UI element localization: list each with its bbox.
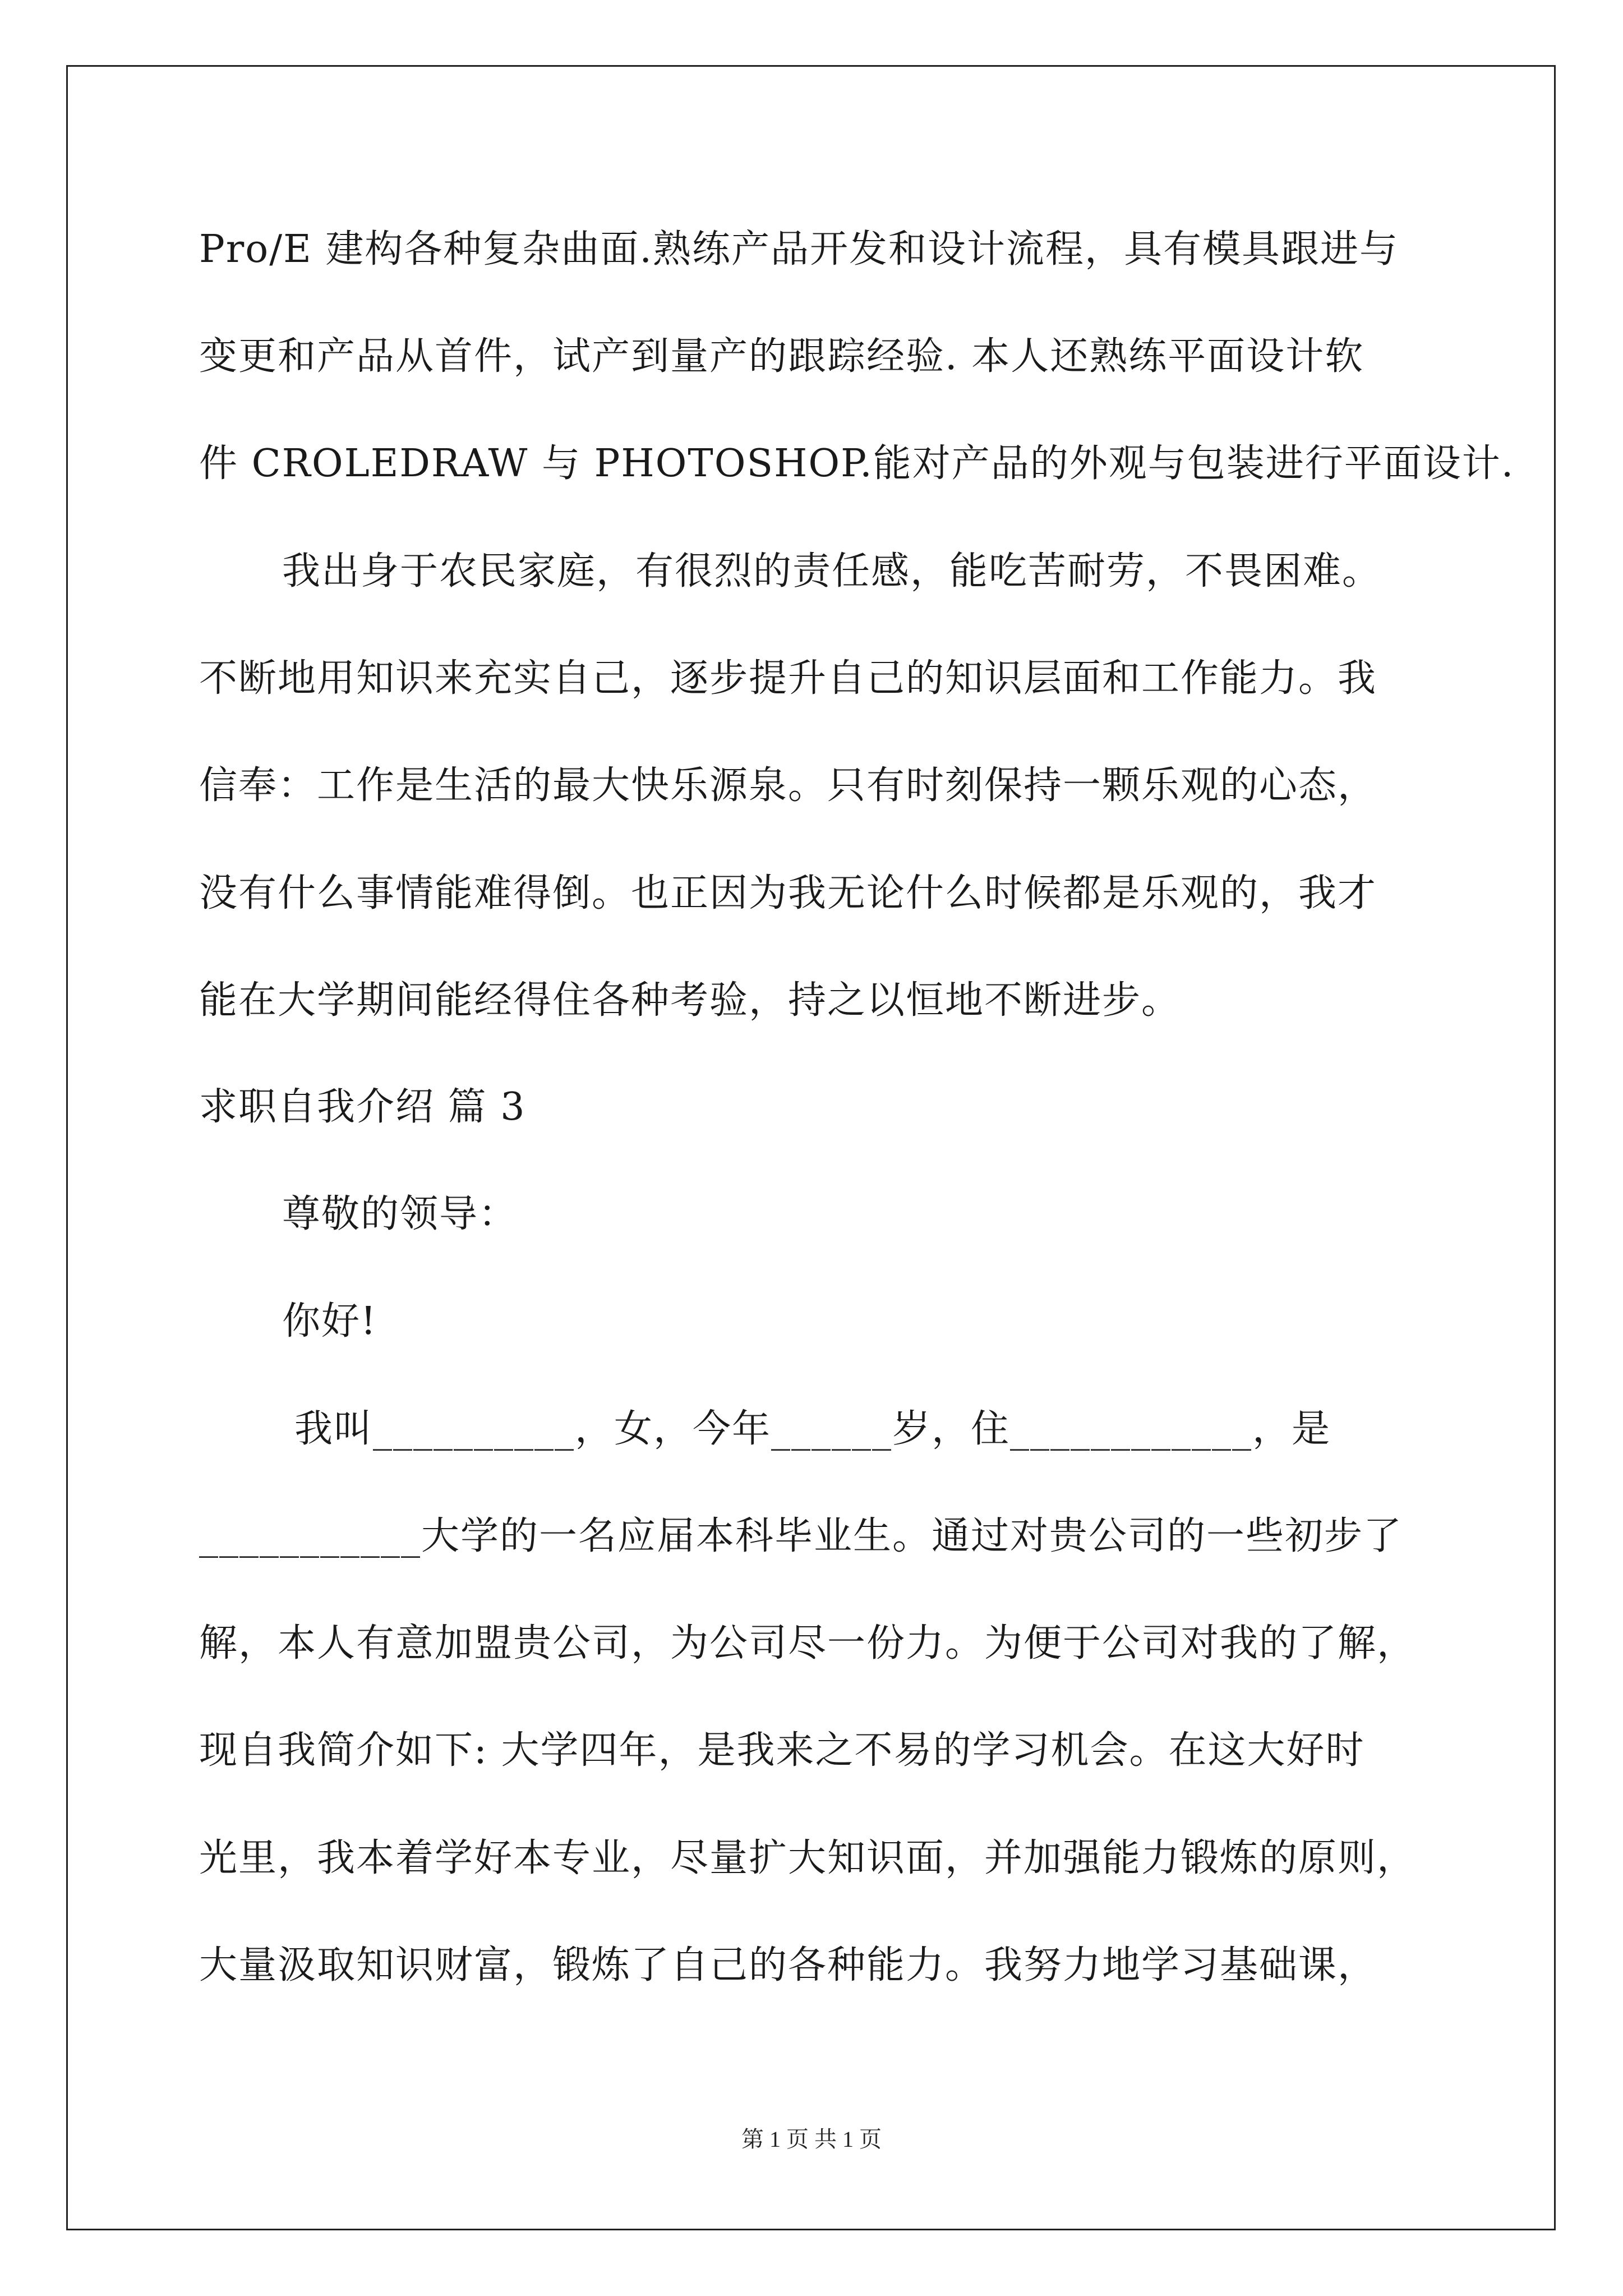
paragraph-line: 不断地用知识来充实自己，逐步提升自己的知识层面和工作能力。我 — [199, 656, 1377, 701]
paragraph-line: 我叫__________，女，今年______岁，住____________，是 — [294, 1407, 1331, 1451]
paragraph-line: 变更和产品从首件，试产到量产的跟踪经验. 本人还熟练平面设计软 — [199, 334, 1364, 379]
paragraph-line: 件 CROLEDRAW 与 PHOTOSHOP.能对产品的外观与包装进行平面设计. — [199, 441, 1515, 486]
paragraph-line: ___________大学的一名应届本科毕业生。通过对贵公司的一些初步了 — [199, 1514, 1403, 1558]
paragraph-line: 光里，我本着学好本专业，尽量扩大知识面，并加强能力锻炼的原则， — [199, 1836, 1417, 1880]
greeting: 你好! — [282, 1299, 377, 1343]
paragraph-line: 现自我简介如下: 大学四年，是我来之不易的学习机会。在这大好时 — [199, 1728, 1365, 1773]
paragraph-line: Pro/E 建构各种复杂曲面.熟练产品开发和设计流程，具有模具跟进与 — [199, 227, 1399, 272]
section-heading: 求职自我介绍 篇 3 — [199, 1085, 526, 1129]
paragraph-line: 大量汲取知识财富，锻炼了自己的各种能力。我努力地学习基础课， — [199, 1943, 1377, 1987]
salutation: 尊敬的领导： — [282, 1192, 518, 1236]
page-number: 第 1 页 共 1 页 — [741, 2127, 882, 2152]
paragraph-line: 能在大学期间能经得住各种考验，持之以恒地不断进步。 — [199, 978, 1181, 1023]
paragraph-line: 没有什么事情能难得倒。也正因为我无论什么时候都是乐观的，我才 — [199, 871, 1377, 915]
paragraph-line: 我出身于农民家庭，有很烈的责任感，能吃苦耐劳，不畏困难。 — [282, 549, 1382, 593]
page-border — [66, 65, 1556, 2230]
paragraph-line: 信奉：工作是生活的最大快乐源泉。只有时刻保持一颗乐观的心态， — [199, 763, 1377, 808]
paragraph-line: 解，本人有意加盟贵公司，为公司尽一份力。为便于公司对我的了解， — [199, 1621, 1417, 1665]
